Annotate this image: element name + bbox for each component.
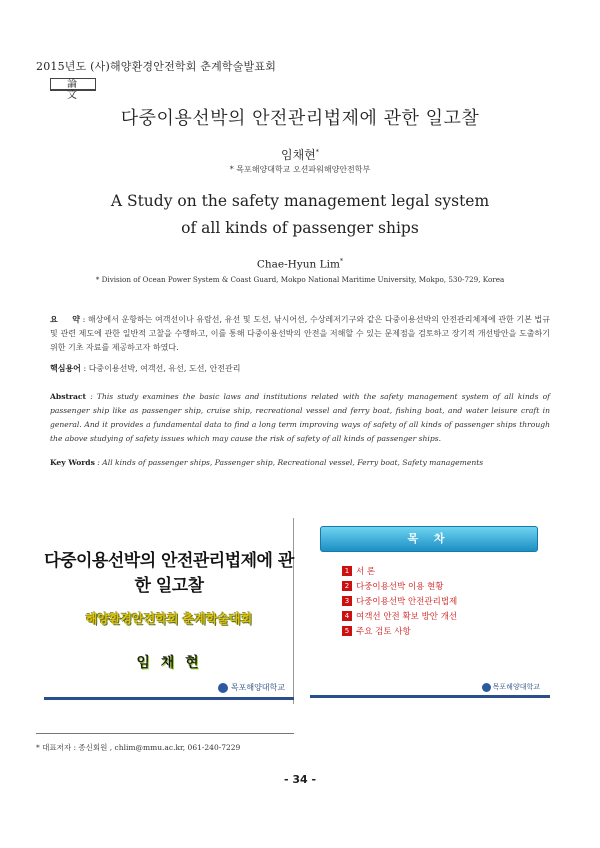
university-seal-icon xyxy=(218,683,228,693)
author-korean-mark: * xyxy=(315,148,320,156)
university-logo-small-text: 목포해양대학교 xyxy=(492,683,540,691)
summary-text: : 해상에서 운항하는 여객선이나 유람선, 유선 및 도선, 낚시어선, 수상레저기구와 같은 다중이용선박의 안전관리체제에 관한 기본 법규 및 관련 제도에 관한 일반적 고찰을 수행하고, 이를 통해 다중이용선박의 안전을 저해할 수 있는 문제점을 검토하고 장기적 개선방안을 도출하기 위한 기초 자료를 제공하고자 하였다. xyxy=(50,315,550,352)
keywords-english-text: : All kinds of passenger ships, Passenger ship, Recreational vessel, Ferry boat, Safety managements xyxy=(94,458,484,467)
keywords-english-label: Key Words xyxy=(50,458,95,467)
keywords-english xyxy=(50,456,550,470)
footnote: * 대표저자 : 종신회원 , chlim@mmu.ac.kr, 061-240-7229 xyxy=(36,743,241,752)
toc-item xyxy=(342,626,457,641)
title-english-line1: A Study on the safety management legal system xyxy=(110,192,490,210)
author-english-name: Chae-Hyun Lim xyxy=(256,258,340,271)
slide-subtitle: 해양환경안전학회 춘계학술대회 xyxy=(85,612,253,626)
toc-item xyxy=(342,611,457,626)
toc-item-text: 여객선 안전 확보 방안 개선 xyxy=(356,612,458,622)
title-korean: 다중이용선박의 안전관리법제에 관한 일고찰 xyxy=(120,108,480,129)
toc-item-text: 주요 검토 사항 xyxy=(356,627,411,637)
toc-item-number: 2 xyxy=(342,581,352,591)
author-korean-name: 임채현 xyxy=(280,148,316,162)
toc-item xyxy=(342,581,457,596)
slide-presenter: 임 채 현 xyxy=(136,655,202,671)
toc-item xyxy=(342,566,457,581)
paper-type-badge: 論 文 xyxy=(50,78,96,91)
toc-item-number: 5 xyxy=(342,626,352,636)
title-english xyxy=(0,188,600,242)
toc-item-number: 1 xyxy=(342,566,352,576)
keywords-korean xyxy=(50,361,550,376)
toc-slide xyxy=(310,520,550,700)
summary-label: 요 약 xyxy=(50,314,80,324)
slide-bottom-bar xyxy=(310,695,550,698)
author-english xyxy=(0,257,600,271)
toc-item xyxy=(342,596,457,611)
page-number: - 34 - xyxy=(283,773,317,786)
toc-item-text: 다중이용선박 이용 현황 xyxy=(356,582,444,592)
author-english-mark: * xyxy=(339,257,344,265)
university-logo-text: 목포해양대학교 xyxy=(230,683,285,692)
keywords-korean-text: : 다중이용선박, 여객선, 유선, 도선, 안전관리 xyxy=(80,364,241,373)
summary-korean xyxy=(50,312,550,355)
author-korean xyxy=(0,146,600,163)
toc-list xyxy=(342,566,457,641)
slide-title: 다중이용선박의 안전관리법제에 관한 일고찰 xyxy=(44,551,294,596)
toc-heading: 목 차 xyxy=(320,526,538,552)
affiliation-korean: * 목포해양대학교 오션파워해양안전학부 xyxy=(229,165,371,174)
conference-header: 2015년도 (사)해양환경안전학회 춘계학술발표회 xyxy=(36,60,277,73)
toc-item-text: 서 론 xyxy=(356,567,376,577)
footnote-divider xyxy=(36,733,294,734)
slide-bottom-bar xyxy=(44,697,294,700)
title-slide xyxy=(44,518,294,704)
abstract-text: : This study examines the basic laws and institutions related with the safety management system of all kinds of passenger ship like as passenger ship, cruise ship, recreational vessel and ferry boat, fishing boat, and water leisure craft in general. And it provides a fundamental data to find a long term improving ways of safety of all kinds of passenger ships through the above studying of safety issues which may cause the risk of safety of all kinds of passenger ships. xyxy=(50,392,550,443)
title-english-line2: of all kinds of passenger ships xyxy=(181,219,419,237)
university-logo xyxy=(218,682,285,693)
university-seal-icon xyxy=(482,683,491,692)
keywords-korean-label: 핵심용어 xyxy=(50,363,81,373)
abstract-english xyxy=(50,390,550,446)
affiliation-english: * Division of Ocean Power System & Coast Guard, Mokpo National Maritime University, Mokpo, 530-729, Korea xyxy=(95,275,505,284)
toc-item-text: 다중이용선박 안전관리법제 xyxy=(356,597,458,607)
toc-item-number: 3 xyxy=(342,596,352,606)
university-logo-small xyxy=(482,682,540,692)
toc-item-number: 4 xyxy=(342,611,352,621)
abstract-label: Abstract xyxy=(50,392,87,401)
